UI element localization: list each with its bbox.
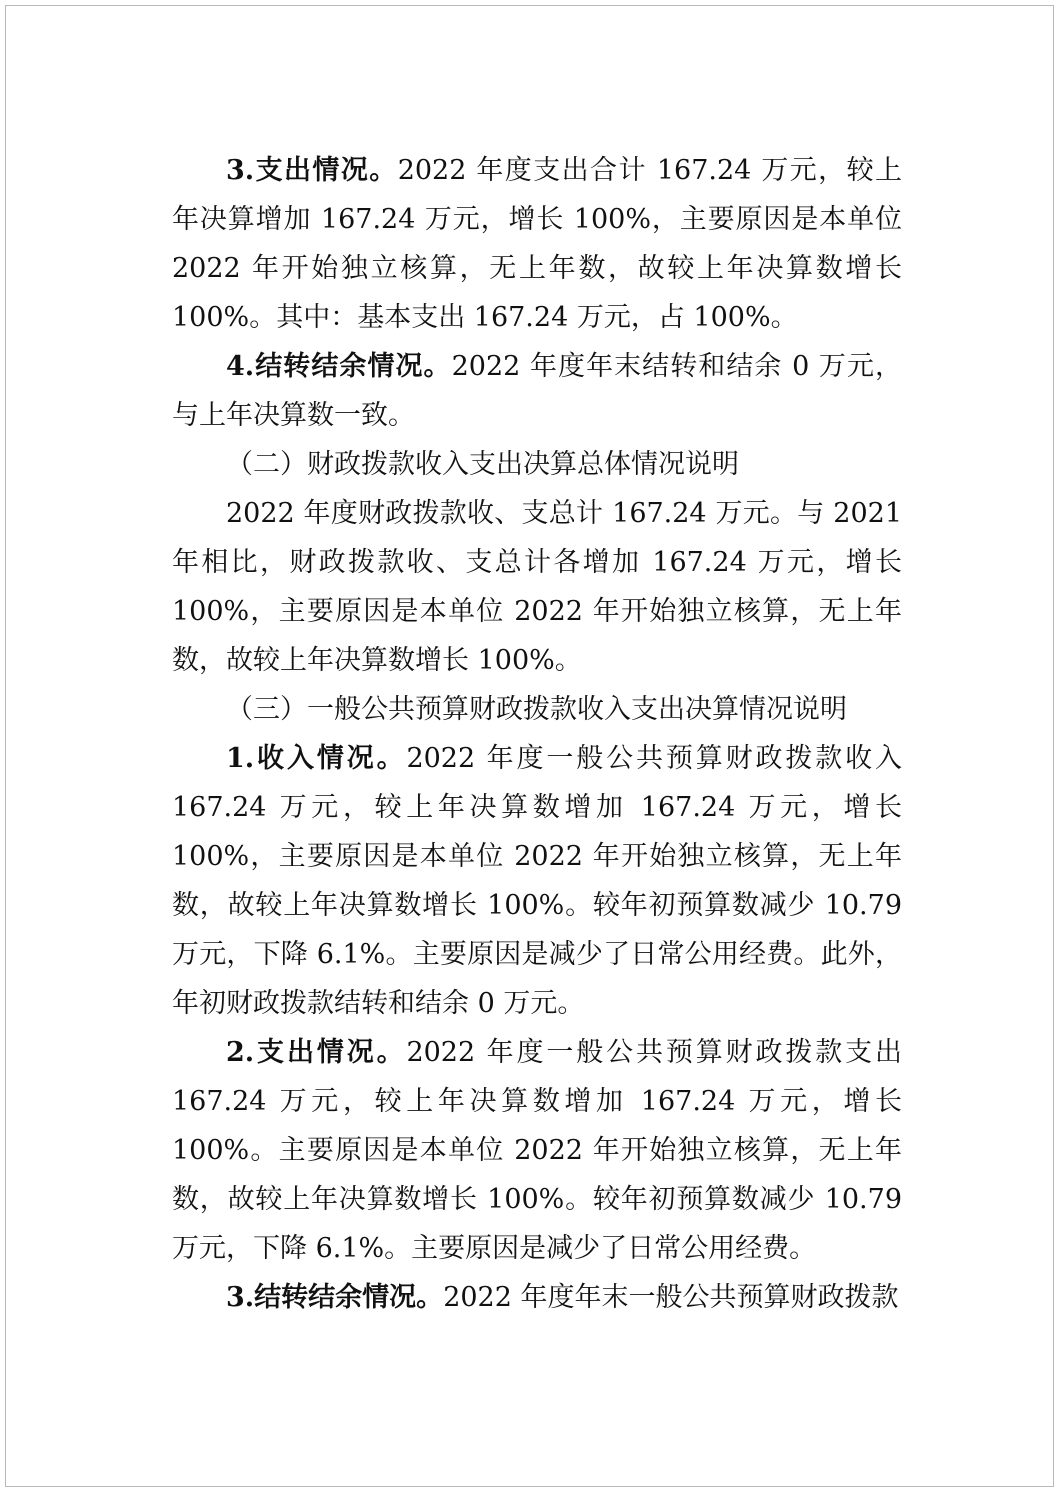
paragraph-lead: 4.结转结余情况。 [226,351,452,382]
paragraph-lead: 1.收入情况。 [226,743,407,774]
paragraph-text: 2022 年度年末结转和结余 0 万元，与上年决算数一致。 [172,351,903,431]
paragraph-expenditure [172,146,902,342]
paragraph-income [172,734,902,1028]
paragraph-text: 2022 年度财政拨款收、支总计 167.24 万元。与 2021 年相比，财政拨款收、支总计各增加 167.24 万元，增长 100%，主要原因是本单位 2022 年开始独立核算，无上年数，故较上年决算数增长 100%。 [172,498,902,676]
paragraph-text: 2022 年度一般公共预算财政拨款收入 167.24 万元，较上年决算数增加 167.24 万元，增长 100%，主要原因是本单位 2022 年开始独立核算，无上年数，故较上年决算数增长 100%。较年初预算数减少 10.79 万元，下降 6.1%。主要原因是减少了日常公用经费。此外，年初财政拨款结转和结余 0 万元。 [172,743,903,1019]
paragraph-general-expenditure [172,1028,902,1273]
paragraph-lead: 2.支出情况。 [226,1037,407,1068]
paragraph-text: 2022 年度年末一般公共预算财政拨款 [443,1282,899,1313]
section-heading-fiscal-overall: （二）财政拨款收入支出决算总体情况说明 [226,449,739,480]
paragraph-lead: 3.支出情况。 [226,155,398,186]
paragraph-lead: 3.结转结余情况。 [226,1282,444,1313]
document-body [172,146,902,1322]
paragraph-text: 2022 年度一般公共预算财政拨款支出 167.24 万元，较上年决算数增加 167.24 万元，增长 100%。主要原因是本单位 2022 年开始独立核算，无上年数，故较上年决算数增长 100%。较年初预算数减少 10.79 万元，下降 6.1%。主要原因是减少了日常公用经费。 [172,1037,903,1264]
document-page [5,5,1054,1487]
paragraph-carryover [172,342,902,440]
paragraph-general-carryover [172,1273,902,1322]
section-heading-general-budget: （三）一般公共预算财政拨款收入支出决算情况说明 [226,694,847,725]
paragraph-text: 2022 年度支出合计 167.24 万元，较上年决算增加 167.24 万元，增长 100%，主要原因是本单位 2022 年开始独立核算，无上年数，故较上年决算数增长 100%。其中：基本支出 167.24 万元，占 100%。 [172,155,903,333]
paragraph-fiscal-overall [172,489,902,685]
